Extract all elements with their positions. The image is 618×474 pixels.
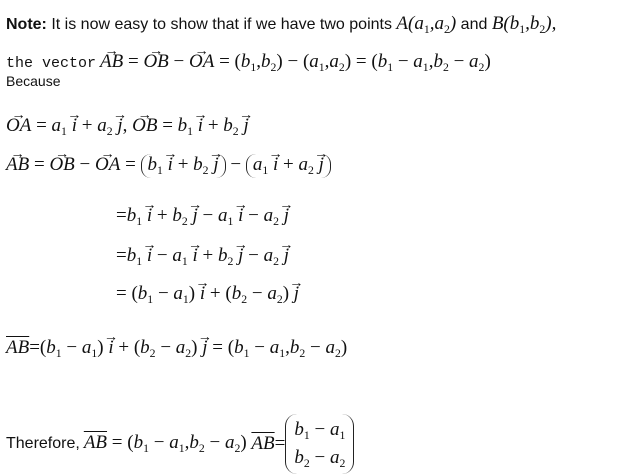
therefore-formula: $\overline{AB} = (b_1 - a_1,b_2 - a_2)$ <box>83 432 252 456</box>
vector-prefix: the vector <box>6 55 97 72</box>
step-expand: $=b_1 \to i + b_2 \to j - a_1 \to i - a_2 \to j$ <box>116 206 289 228</box>
step-oa-ob: → OA = $a_1 \to i + a_2 \to j$, → OB = $b_1 \to i + b_2 \to j$ <box>6 116 249 138</box>
column-vector: $\overline{AB}=$ $b_1 - a_1$ $b_2 - a_2$ <box>251 433 354 454</box>
note-label: Note: <box>6 16 47 33</box>
step-factor: = $(b_1 - a_1) \to i + (b_2 - a_2) \to j$ <box>116 284 299 306</box>
vector-formula: → AB = → OB − → OA = $(b_1,b_2) - (a_1,a_2) = (b_1 - a_1,b_2 - a_2)$ <box>100 51 491 72</box>
therefore-line <box>6 414 354 474</box>
result-line: $\overline{AB}=(b_1 - a_1) \to i + (b_2 - a_2) \to j = (b_1 - a_1,b_2 - a_2)$ <box>6 338 347 360</box>
step-regroup: $=b_1 \to i - a_1 \to i + b_2 \to j - a_2 \to j$ <box>116 246 289 268</box>
matrix-top: $b_1 - a_1$ <box>294 419 346 443</box>
matrix-bottom: $b_2 - a_2$ <box>294 447 346 471</box>
column-vector-matrix <box>285 414 354 474</box>
therefore-label: Therefore, <box>6 435 80 453</box>
note-line <box>6 14 556 36</box>
vector-definition-line <box>6 52 491 74</box>
point-b: $B(b_1,b_2)$, <box>491 13 557 37</box>
note-text: It is now easy to show that if we have two points <box>51 16 392 33</box>
point-a: $A(a_1,a_2)$ <box>396 13 457 37</box>
step-ab-difference: → AB = → OB − → OA = $b_1 \to i + b_2 \to j - a_1 \to i + a_2 \to j$ <box>6 154 331 178</box>
because-label: Because <box>6 73 61 89</box>
and-word: and <box>460 16 488 33</box>
